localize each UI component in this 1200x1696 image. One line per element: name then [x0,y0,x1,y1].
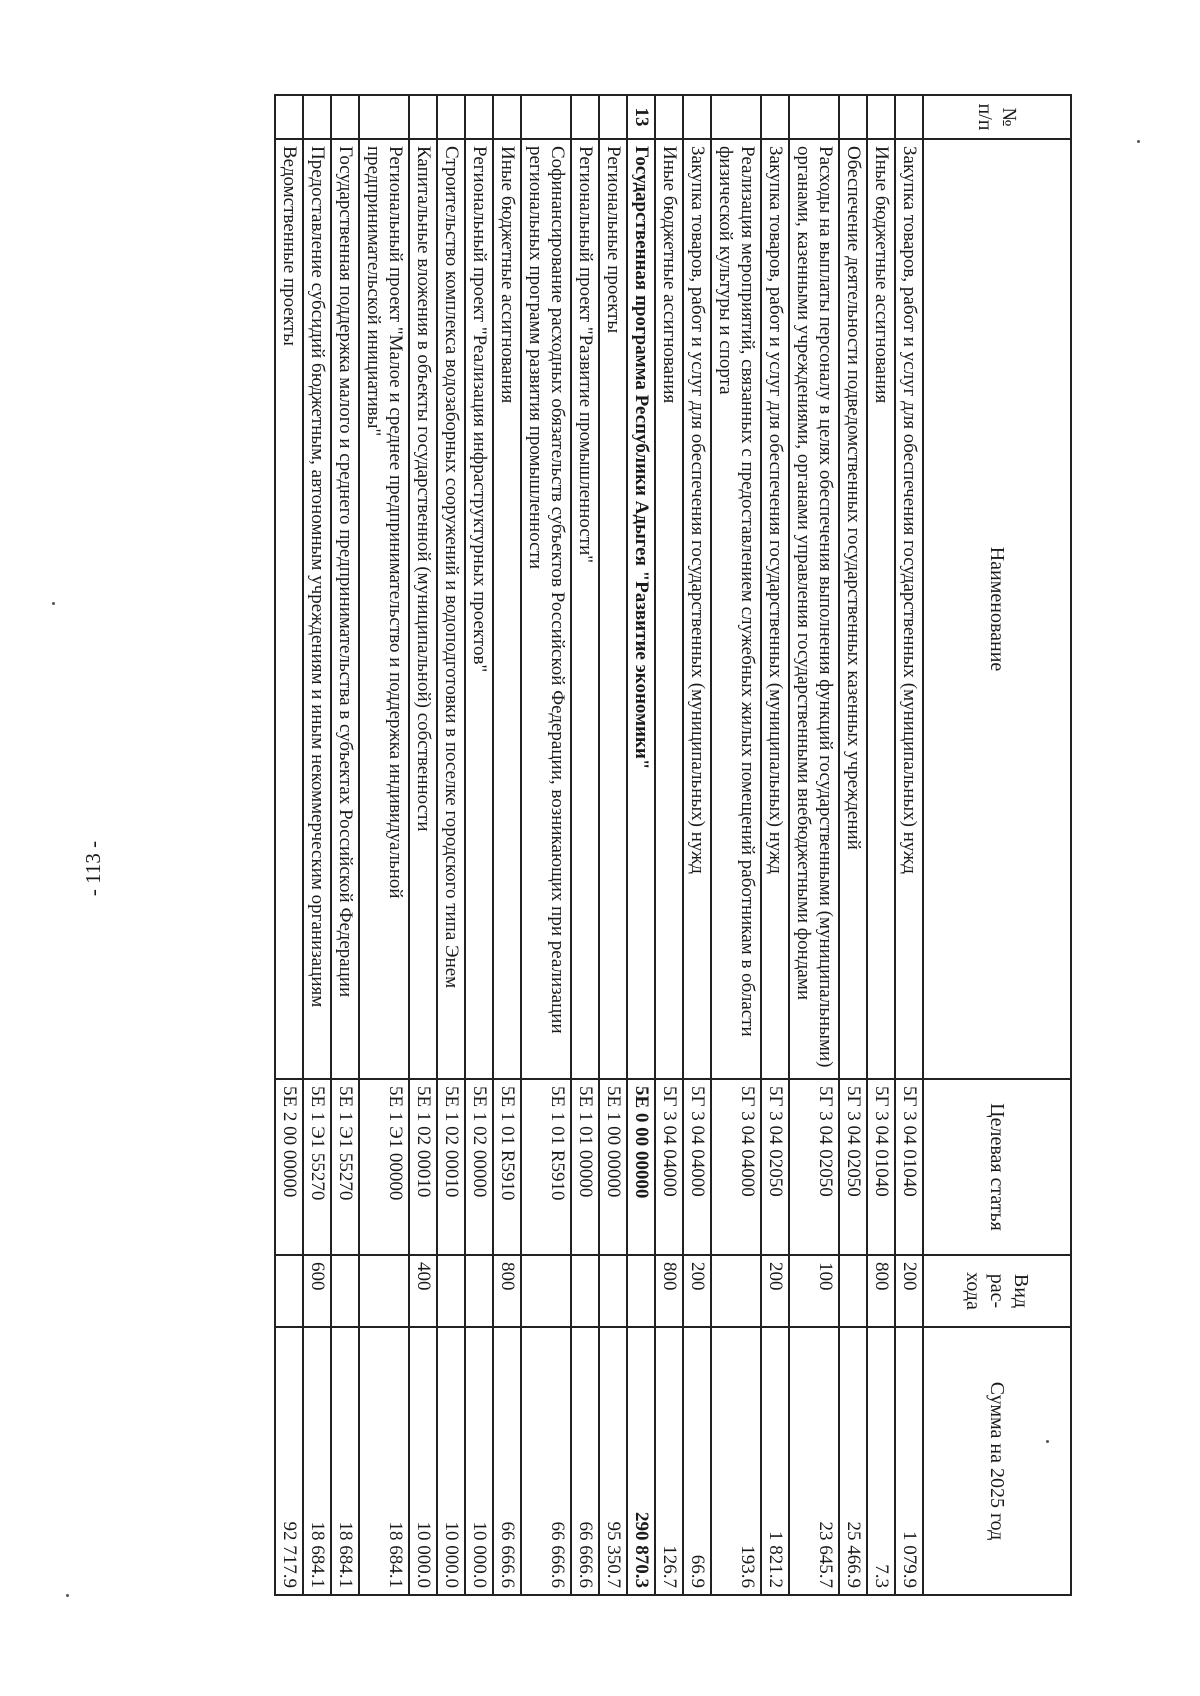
cell-kind: 200 [761,1255,789,1327]
cell-target: 5Г 3 04 04000 [683,1079,711,1255]
cell-kind [465,1255,493,1327]
cell-sum: 95 350.7 [599,1327,627,1595]
cell-target: 5Е 1 02 00000 [465,1079,493,1255]
cell-sum: 10 000.0 [437,1327,465,1595]
cell-no [655,95,683,139]
cell-name: Региональный проект "Реализация инфраструктурных проектов" [465,139,493,1079]
cell-kind [359,1255,409,1327]
table-row [627,95,655,1595]
cell-name: Обеспечение деятельности подведомственных государственных казенных учреждений [839,139,867,1079]
budget-table-rotated [122,94,1072,1594]
cell-kind [521,1255,571,1327]
table-row [521,95,571,1595]
cell-sum: 193.6 [711,1327,761,1595]
cell-sum: 18 684.1 [331,1327,359,1595]
cell-name: Государственная поддержка малого и среднего предпринимательства в субъектах Российской Федерации [331,139,359,1079]
cell-no [303,95,331,139]
cell-no [493,95,521,139]
table-row [895,95,923,1595]
table-row [303,95,331,1595]
cell-kind: 200 [895,1255,923,1327]
cell-name: Расходы на выплаты персоналу в целях обеспечения выполнения функций государственными (муниципальными) органами, казенными учреждениями, органами управления государственными внебюджетными фондами [789,139,839,1079]
cell-target: 5Г 3 04 02050 [789,1079,839,1255]
header-sum: Сумма на 2025 год [923,1327,1071,1595]
cell-sum: 18 684.1 [303,1327,331,1595]
cell-target: 5Е 1 Э1 55270 [303,1079,331,1255]
cell-sum: 7.3 [867,1327,895,1595]
page-number: - 113 - [81,840,106,896]
table-row [409,95,437,1595]
cell-name: Региональные проекты [599,139,627,1079]
cell-sum: 18 684.1 [359,1327,409,1595]
table-row [437,95,465,1595]
cell-target: 5Г 3 04 01040 [895,1079,923,1255]
cell-sum: 66 666.6 [521,1327,571,1595]
cell-target: 5Г 3 04 02050 [839,1079,867,1255]
cell-kind: 100 [789,1255,839,1327]
scan-speck [1137,140,1140,143]
cell-target: 5Е 1 Э1 55270 [331,1079,359,1255]
scan-speck [52,602,55,605]
cell-target: 5Е 1 Э1 00000 [359,1079,409,1255]
cell-sum: 1 079.9 [895,1327,923,1595]
cell-no [409,95,437,139]
cell-target: 5Е 1 00 00000 [599,1079,627,1255]
cell-target: 5Е 1 01 R5910 [521,1079,571,1255]
cell-no [359,95,409,139]
cell-no [711,95,761,139]
cell-kind [275,1255,303,1327]
cell-no [839,95,867,139]
cell-name: Предоставление субсидий бюджетным, автономным учреждениям и иным некоммерческим организациям [303,139,331,1079]
header-target: Целевая статья [923,1079,1071,1255]
table-row [599,95,627,1595]
cell-kind [839,1255,867,1327]
cell-name: Иные бюджетные ассигнования [493,139,521,1079]
cell-sum: 10 000.0 [409,1327,437,1595]
cell-no [789,95,839,139]
cell-name: Реализация мероприятий, связанных с предоставлением служебных жилых помещений работникам в области физической культуры и спорта [711,139,761,1079]
cell-no: 13 [627,95,655,139]
cell-name: Иные бюджетные ассигнования [867,139,895,1079]
cell-sum: 66 666.6 [571,1327,599,1595]
cell-sum: 290 870.3 [627,1327,655,1595]
cell-target: 5Г 3 04 01040 [867,1079,895,1255]
cell-kind: 200 [683,1255,711,1327]
cell-no [521,95,571,139]
cell-no [331,95,359,139]
cell-no [761,95,789,139]
cell-kind [599,1255,627,1327]
table-row [761,95,789,1595]
budget-table [274,94,1072,1596]
cell-no [867,95,895,139]
table-header-row [923,95,1071,1595]
cell-no [599,95,627,139]
cell-no [683,95,711,139]
cell-target: 5Е 1 02 00010 [409,1079,437,1255]
cell-kind [437,1255,465,1327]
cell-no [437,95,465,139]
table-row [331,95,359,1595]
table-row [571,95,599,1595]
cell-sum: 92 717.9 [275,1327,303,1595]
cell-no [275,95,303,139]
cell-kind [571,1255,599,1327]
cell-target: 5Г 3 04 02050 [761,1079,789,1255]
cell-kind: 800 [867,1255,895,1327]
scan-speck [66,1594,69,1597]
table-row [789,95,839,1595]
cell-no [895,95,923,139]
cell-no [571,95,599,139]
table-body [275,95,923,1595]
header-no: № п/п [923,95,1071,139]
cell-name: Закупка товаров, работ и услуг для обеспечения государственных (муниципальных) нужд [683,139,711,1079]
table-row [655,95,683,1595]
cell-sum: 23 645.7 [789,1327,839,1595]
cell-kind [627,1255,655,1327]
cell-target: 5Г 3 04 04000 [711,1079,761,1255]
table-row [867,95,895,1595]
cell-name: Строительство комплекса водозаборных сооружений и водоподготовки в поселке городского типа Энем [437,139,465,1079]
cell-target: 5Е 0 00 00000 [627,1079,655,1255]
cell-kind [711,1255,761,1327]
cell-target: 5Е 1 01 00000 [571,1079,599,1255]
cell-sum: 66 666.6 [493,1327,521,1595]
cell-name: Иные бюджетные ассигнования [655,139,683,1079]
cell-sum: 66.9 [683,1327,711,1595]
cell-sum: 1 821.2 [761,1327,789,1595]
cell-kind: 800 [493,1255,521,1327]
cell-name: Софинансирование расходных обязательств субъектов Российской Федерации, возникающих при реализации региональных программ развития промышленности [521,139,571,1079]
cell-kind: 600 [303,1255,331,1327]
table-row [683,95,711,1595]
table-row [465,95,493,1595]
cell-name: Закупка товаров, работ и услуг для обеспечения государственных (муниципальных) нужд [761,139,789,1079]
table-row [711,95,761,1595]
cell-sum: 126.7 [655,1327,683,1595]
cell-kind: 800 [655,1255,683,1327]
cell-name: Закупка товаров, работ и услуг для обеспечения государственных (муниципальных) нужд [895,139,923,1079]
cell-name: Государственная программа Республики Адыгея "Развитие экономики" [627,139,655,1079]
table-row [493,95,521,1595]
cell-target: 5Е 1 01 R5910 [493,1079,521,1255]
cell-target: 5Е 1 02 00010 [437,1079,465,1255]
cell-name: Ведомственные проекты [275,139,303,1079]
cell-target: 5Г 3 04 04000 [655,1079,683,1255]
table-row [839,95,867,1595]
scan-speck [1046,1440,1049,1443]
cell-name: Региональный проект "Развитие промышленности" [571,139,599,1079]
cell-name: Региональный проект "Малое и среднее предпринимательство и поддержка индивидуальной предпринимательской инициативы" [359,139,409,1079]
header-kind: Вид рас- хода [923,1255,1071,1327]
cell-no [465,95,493,139]
header-name: Наименование [923,139,1071,1079]
cell-name: Капитальные вложения в объекты государственной (муниципальной) собственности [409,139,437,1079]
cell-target: 5Е 2 00 00000 [275,1079,303,1255]
table-row [359,95,409,1595]
cell-kind: 400 [409,1255,437,1327]
cell-kind [331,1255,359,1327]
cell-sum: 10 000.0 [465,1327,493,1595]
cell-sum: 25 466.9 [839,1327,867,1595]
table-row [275,95,303,1595]
